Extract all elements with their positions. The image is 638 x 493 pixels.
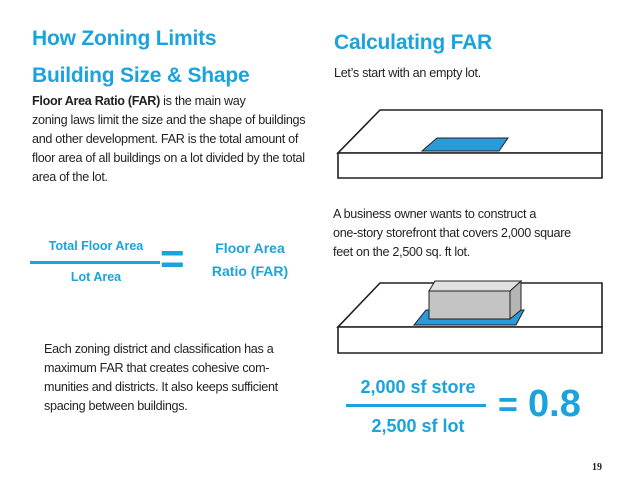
- empty-lot-blue-area: [422, 138, 508, 151]
- far-definition-line5: area of the lot.: [32, 170, 108, 184]
- far-definition: [32, 92, 317, 187]
- far-definition-line1: [32, 92, 317, 111]
- district-line4: spacing between buildings.: [44, 399, 188, 413]
- empty-lot-diagram: [330, 108, 615, 183]
- calc-intro: Let’s start with an empty lot.: [334, 66, 481, 80]
- business-line1: A business owner wants to construct a: [333, 207, 537, 221]
- formula-result-line2: Ratio (FAR): [211, 263, 289, 279]
- storefront-lot-diagram: [330, 270, 615, 360]
- empty-lot-front-face: [338, 153, 602, 178]
- district-line2: maximum FAR that creates cohesive com-: [44, 361, 270, 375]
- district-paragraph: [44, 340, 314, 416]
- building-front-face: [429, 291, 510, 319]
- calc-fraction-bar: [346, 404, 486, 407]
- business-line3: feet on the 2,500 sq. ft lot.: [333, 245, 470, 259]
- formula-numerator: Total Floor Area: [48, 239, 144, 253]
- formula-denominator: Lot Area: [70, 270, 122, 284]
- far-definition-line4: floor area of all buildings on a lot divided by the total: [32, 151, 305, 165]
- calc-denominator: 2,500 sf lot: [371, 416, 465, 436]
- business-line2: one-story storefront that covers 2,000 square: [333, 226, 571, 240]
- storefront-lot-front-face: [338, 327, 602, 353]
- calc-numerator: 2,000 sf store: [360, 377, 476, 397]
- district-line3: munities and districts. It also keeps sufficient: [44, 380, 278, 394]
- page-title-line2: Building Size & Shape: [32, 64, 250, 87]
- far-definition-line3: and other development. FAR is the total amount of: [32, 132, 299, 146]
- formula-result-line1: Floor Area: [215, 240, 285, 256]
- calc-title: Calculating FAR: [334, 31, 493, 54]
- far-term: Floor Area Ratio (FAR): [32, 94, 160, 108]
- calc-equals: =: [498, 386, 518, 424]
- building-top-face: [429, 281, 521, 291]
- formula-equals: =: [160, 235, 185, 282]
- page-number: 19: [592, 462, 602, 473]
- far-intro-rest: is the main way: [159, 94, 246, 108]
- business-paragraph: [333, 205, 603, 262]
- calc-result: 0.8: [528, 383, 581, 425]
- formula-fraction-bar: [30, 261, 160, 264]
- district-line1: Each zoning district and classification has a: [44, 342, 274, 356]
- page-title-line1: How Zoning Limits: [32, 27, 217, 50]
- far-definition-line2: zoning laws limit the size and the shape of buildings: [32, 113, 306, 127]
